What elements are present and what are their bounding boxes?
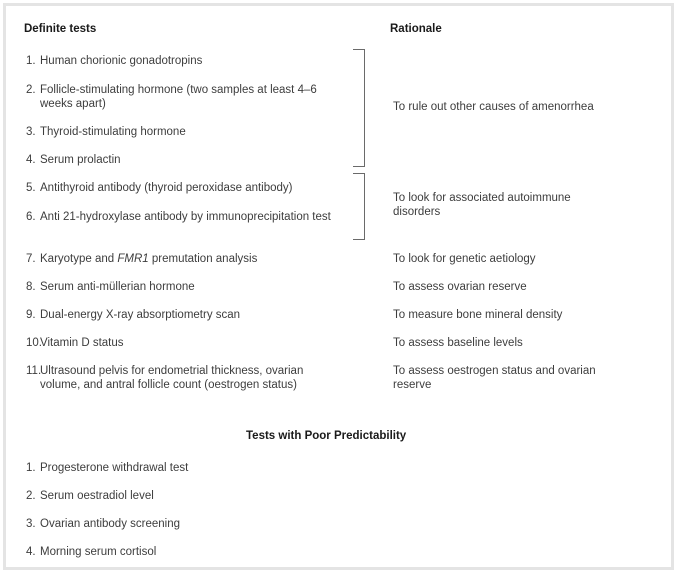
- row-number: 5.: [26, 182, 36, 194]
- test-name: [40, 252, 340, 266]
- definite-test-row: [26, 153, 340, 167]
- row-number: 4.: [26, 546, 36, 558]
- row-number: 11.: [26, 365, 42, 377]
- poor-predictability-header: Tests with Poor Predictability: [246, 430, 407, 442]
- row-number: 9.: [26, 309, 36, 321]
- row-number: 3.: [26, 126, 36, 138]
- row-number: 4.: [26, 154, 36, 166]
- rationale-text: To assess ovarian reserve: [393, 281, 527, 293]
- definite-test-row: [26, 83, 340, 111]
- test-name: Serum prolactin: [40, 154, 121, 166]
- definite-test-row: [26, 54, 340, 68]
- poor-test-row: [26, 545, 340, 559]
- row-number: 8.: [26, 281, 36, 293]
- test-name: Ultrasound pelvis for endometrial thickness, ovarian volume, and antral follicle count (oestrogen status): [40, 365, 304, 391]
- definite-test-row: [26, 308, 340, 322]
- test-name: Serum anti-müllerian hormone: [40, 281, 195, 293]
- poor-test-row: [26, 461, 340, 475]
- group-bracket: [353, 173, 365, 240]
- row-number: 2.: [26, 84, 36, 96]
- definite-test-row: [26, 280, 340, 294]
- test-name: Antithyroid antibody (thyroid peroxidase antibody): [40, 182, 293, 194]
- rationale-text: To assess oestrogen status and ovarian reserve: [393, 365, 596, 391]
- row-number: 1.: [26, 462, 36, 474]
- row-number: 10.: [26, 337, 42, 349]
- tests-table-card: [3, 3, 674, 570]
- rationale-text: To look for genetic aetiology: [393, 253, 536, 265]
- gene-name: FMR1: [117, 253, 149, 265]
- test-name: Human chorionic gonadotropins: [40, 55, 203, 67]
- definite-test-row: [26, 252, 340, 266]
- row-number: 6.: [26, 211, 36, 223]
- test-name: Dual-energy X-ray absorptiometry scan: [40, 309, 241, 321]
- definite-test-row: [26, 210, 340, 224]
- group-bracket: [353, 49, 365, 167]
- definite-test-row: [26, 125, 340, 139]
- test-name: Morning serum cortisol: [40, 546, 157, 558]
- row-number: 1.: [26, 55, 36, 67]
- test-name: Serum oestradiol level: [40, 490, 154, 502]
- definite-tests-header: Definite tests: [24, 23, 97, 35]
- rationale-text: To look for associated autoimmune disorders: [393, 192, 571, 218]
- rationale-text: To measure bone mineral density: [393, 309, 563, 321]
- definite-test-row: [26, 181, 340, 195]
- rationale-text: To assess baseline levels: [393, 337, 523, 349]
- row-number: 2.: [26, 490, 36, 502]
- test-name: Thyroid-stimulating hormone: [40, 126, 186, 138]
- test-name: Follicle-stimulating hormone (two samples at least 4–6 weeks apart): [40, 84, 317, 110]
- poor-test-row: [26, 517, 340, 531]
- test-name: Vitamin D status: [40, 337, 124, 349]
- rationale-text: To rule out other causes of amenorrhea: [393, 101, 594, 113]
- poor-test-row: [26, 489, 340, 503]
- rationale-header: Rationale: [390, 23, 442, 35]
- row-number: 3.: [26, 518, 36, 530]
- definite-test-row: [26, 364, 340, 392]
- test-name-part: premutation analysis: [148, 253, 258, 265]
- test-name-part: Karyotype and: [40, 253, 118, 265]
- test-name: Anti 21-hydroxylase antibody by immunoprecipitation test: [40, 211, 331, 223]
- test-name: Progesterone withdrawal test: [40, 462, 189, 474]
- row-number: 7.: [26, 253, 36, 265]
- definite-test-row: [26, 336, 340, 350]
- test-name: Ovarian antibody screening: [40, 518, 180, 530]
